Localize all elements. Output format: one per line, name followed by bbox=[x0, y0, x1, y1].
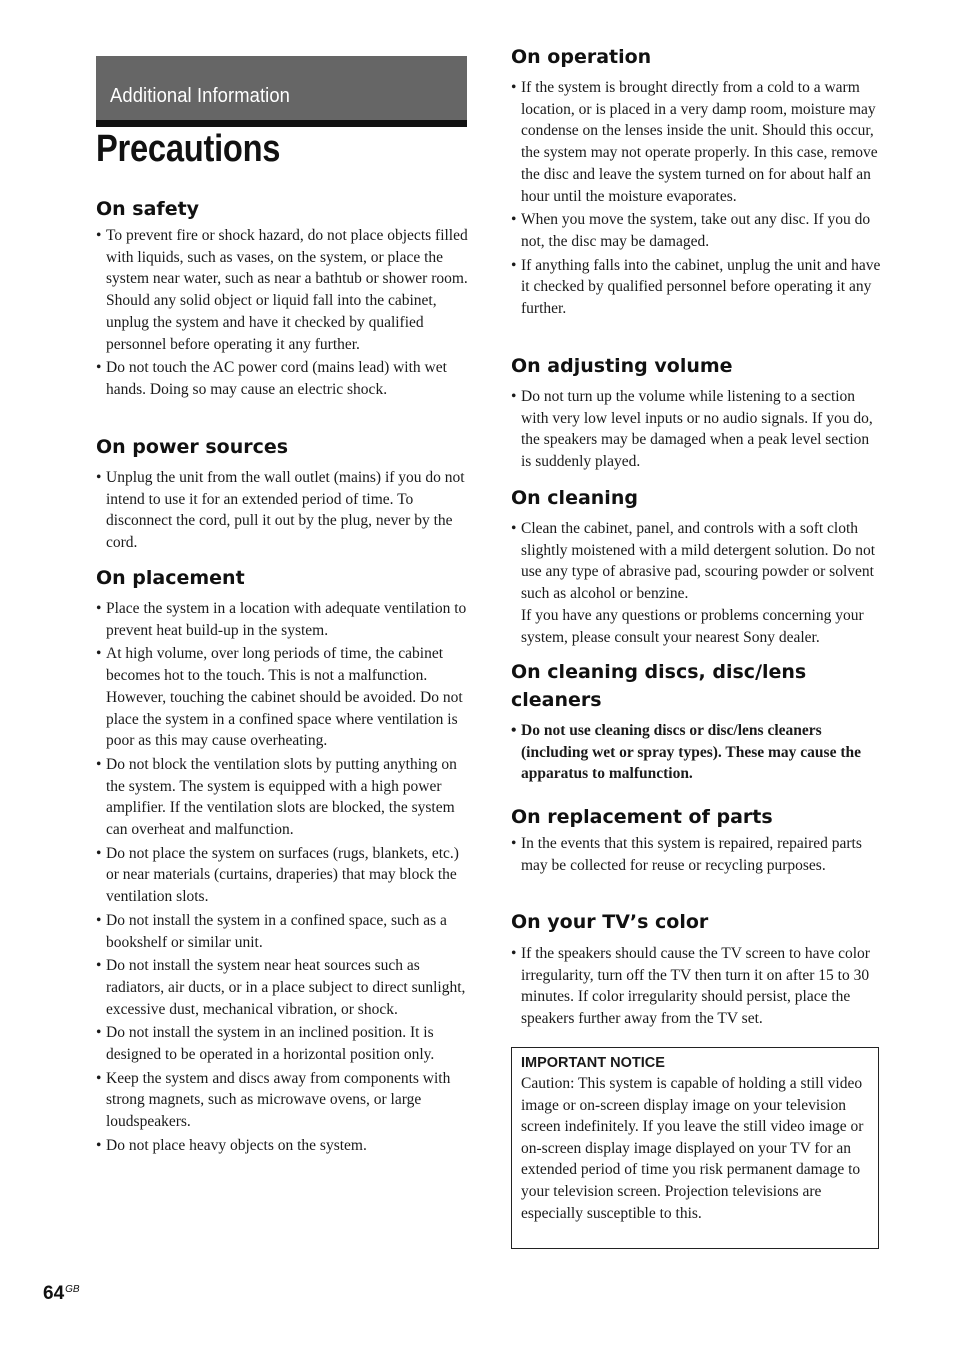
heading-on-your-tv-color: On your TV’s color bbox=[511, 911, 709, 933]
list-item: • Do not place heavy objects on the system. bbox=[96, 1135, 468, 1157]
list-item: • If anything falls into the cabinet, unplug the unit and have it checked by qualified personnel before operating it any further. bbox=[511, 255, 883, 320]
notice-body: Caution: This system is capable of holding a still video image or on-screen display image on your television screen indefinitely. If you leave the still video image or on-screen display image displayed on your TV for an extended period of time you risk permanent damage to your television screen. Projection televisions are especially susceptible to this. bbox=[521, 1075, 864, 1222]
list-item: • Keep the system and discs away from components with strong magnets, such as microwave ovens, or large loudspeakers. bbox=[96, 1068, 468, 1133]
list-item bbox=[511, 518, 883, 648]
placement-list bbox=[96, 598, 468, 1159]
volume-list bbox=[511, 386, 883, 475]
list-item: • When you move the system, take out any disc. If you do not, the disc may be damaged. bbox=[511, 209, 883, 252]
page-number-value: 64 bbox=[43, 1283, 65, 1304]
page-number-suffix: GB bbox=[65, 1283, 80, 1295]
operation-list bbox=[511, 77, 883, 322]
list-item: • At high volume, over long periods of time, the cabinet becomes hot to the touch. This is not a malfunction. However, touching the cabinet should be avoided. Do not place the system in a confined space where ventilation is poor as this may cause overheating. bbox=[96, 643, 468, 752]
list-item: • Do not block the ventilation slots by putting anything on the system. The system is equipped with a high power amplifier. If the ventilation slots are blocked, the system can overheat and malfunction. bbox=[96, 754, 468, 841]
heading-on-operation: On operation bbox=[511, 46, 652, 68]
list-item: • If the system is brought directly from a cold to a warm location, or is placed in a very damp room, moisture may condense on the lenses inside the unit. Should this occur, the system may not operate properly. In this case, remove the disc and leave the system turned on for about half an hour until the moisture evaporates. bbox=[511, 77, 883, 207]
list-item: • Do not install the system in an inclined position. It is designed to be operated in a horizontal position only. bbox=[96, 1022, 468, 1065]
heading-on-cleaning: On cleaning bbox=[511, 487, 638, 509]
section-label: Additional Information bbox=[110, 85, 291, 107]
parts-list bbox=[511, 833, 883, 878]
cleaning-item-text: Clean the cabinet, panel, and controls with a soft cloth slightly moistened with a mild detergent solution. Do not use any type of abrasive pad, scouring powder or solvent such as alcohol or benzine. bbox=[521, 520, 876, 603]
list-item: • In the events that this system is repaired, repaired parts may be collected for reuse or recycling purposes. bbox=[511, 833, 883, 876]
list-item: • Do not install the system in a confined space, such as a bookshelf or similar unit. bbox=[96, 910, 468, 953]
important-notice-box bbox=[511, 1047, 879, 1249]
list-item: • Do not touch the AC power cord (mains lead) with wet hands. Doing so may cause an electric shock. bbox=[96, 357, 468, 400]
discs-list bbox=[511, 720, 883, 787]
heading-on-safety: On safety bbox=[96, 198, 200, 220]
heading-on-replacement-of-parts: On replacement of parts bbox=[511, 806, 773, 828]
list-item: • To prevent fire or shock hazard, do not place objects filled with liquids, such as vases, on the system, or place the system near water, such as near a bathtub or shower room. Should any solid object or liquid fall into the cabinet, unplug the system and have it checked by qualified personnel before operating it any further. bbox=[96, 225, 468, 355]
list-item: • Do not turn up the volume while listening to a section with very low level inputs or no audio signals. If you do, the speakers may be damaged when a peak level section is suddenly played. bbox=[511, 386, 883, 473]
safety-list bbox=[96, 225, 468, 403]
page-title: Precautions bbox=[96, 128, 281, 170]
page-number bbox=[43, 1283, 80, 1305]
heading-on-power-sources: On power sources bbox=[96, 436, 289, 458]
heading-on-placement: On placement bbox=[96, 567, 245, 589]
list-item: • Do not place the system on surfaces (rugs, blankets, etc.) or near materials (curtains, draperies) that may block the ventilation slots. bbox=[96, 843, 468, 908]
list-item: • Unplug the unit from the wall outlet (mains) if you do not intend to use it for an extended period of time. To disconnect the cord, pull it out by the plug, never by the cord. bbox=[96, 467, 468, 554]
list-item: • Do not use cleaning discs or disc/lens cleaners (including wet or spray types). These may cause the apparatus to malfunction. bbox=[511, 720, 883, 785]
heading-on-adjusting-volume: On adjusting volume bbox=[511, 355, 733, 377]
power-list bbox=[96, 467, 468, 556]
list-item: • Place the system in a location with adequate ventilation to prevent heat build-up in the system. bbox=[96, 598, 468, 641]
section-header-band bbox=[96, 56, 467, 127]
cleaning-followup-text: If you have any questions or problems concerning your system, please consult your nearest Sony dealer. bbox=[521, 606, 864, 646]
notice-title: IMPORTANT NOTICE bbox=[521, 1055, 665, 1071]
cleaning-list bbox=[511, 518, 883, 650]
list-item: • Do not install the system near heat sources such as radiators, air ducts, or in a place subject to direct sunlight, excessive dust, mechanical vibration, or shock. bbox=[96, 955, 468, 1020]
heading-on-cleaning-discs: On cleaning discs, disc/lens cleaners bbox=[511, 661, 807, 711]
tv-list bbox=[511, 943, 883, 1032]
list-item: • If the speakers should cause the TV screen to have color irregularity, turn off the TV then turn it on after 15 to 30 minutes. If color irregularity should persist, place the speakers further away from the TV set. bbox=[511, 943, 883, 1030]
